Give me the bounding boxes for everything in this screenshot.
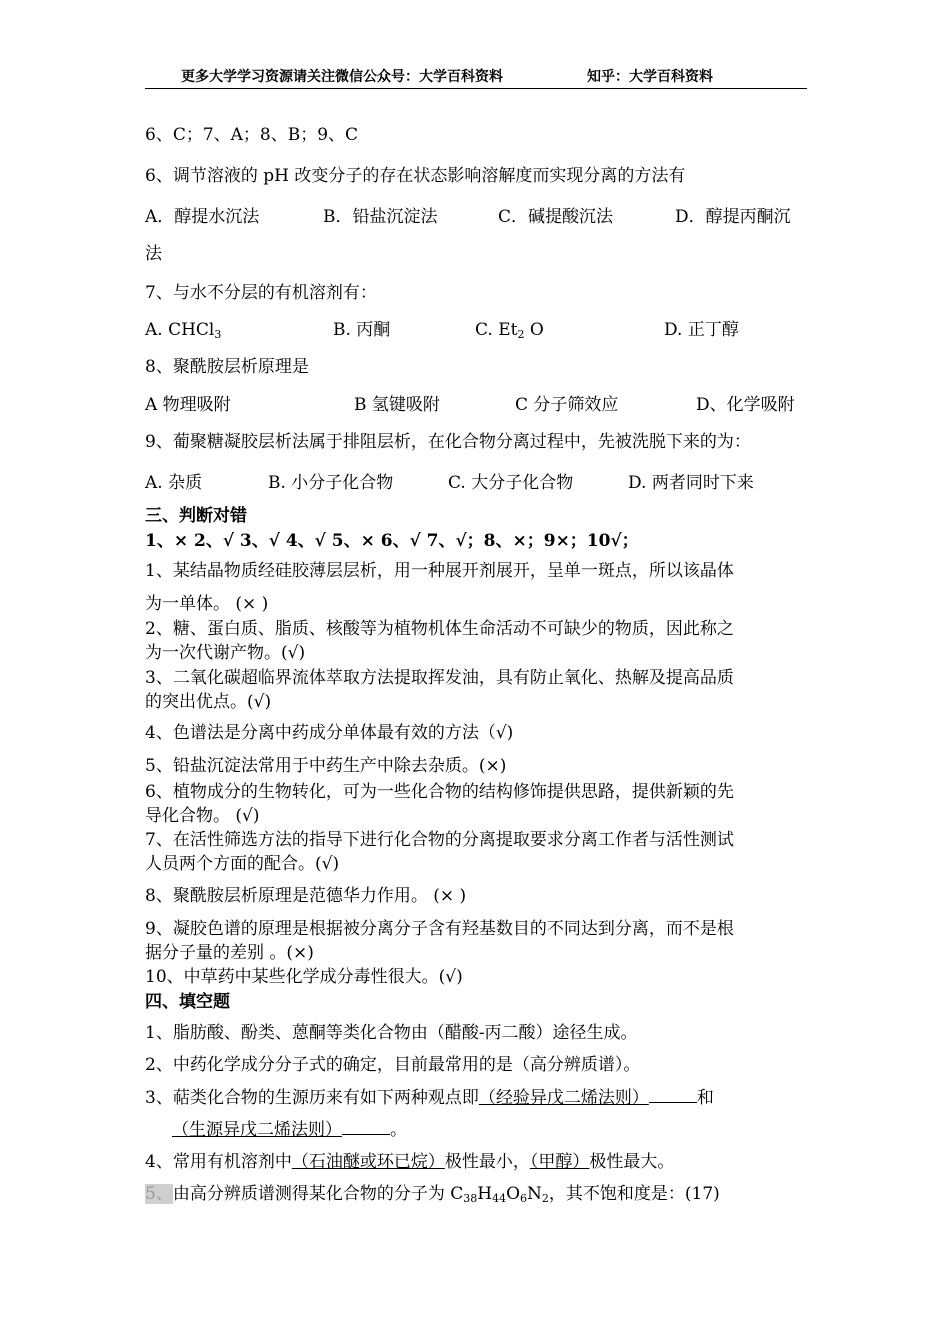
q8-options — [145, 394, 807, 416]
fill-item-3-line1: 3、萜类化合物的生源历来有如下两种观点即（经验异戊二烯法则） 和 — [145, 1088, 714, 1108]
header-right-text: 知乎：大学百科资料 — [587, 69, 713, 85]
fill-item-2: 2、中药化学成分分子式的确定，目前最常用的是（高分辨质谱）。 — [145, 1055, 641, 1075]
q8-option-b: B 氢键吸附 — [354, 395, 440, 415]
q8-option-c: C 分子筛效应 — [515, 395, 619, 415]
q9-option-b: B. 小分子化合物 — [268, 473, 394, 493]
tf-item-3-line1: 3、二氧化碳超临界流体萃取方法提取挥发油，具有防止氧化、热解及提高品质 — [145, 668, 734, 688]
fill-item-4-blank-2: （甲醇） — [529, 1152, 590, 1172]
q9-options — [145, 472, 807, 494]
tf-item-10: 10、中草药中某些化学成分毒性很大。(√) — [145, 967, 463, 987]
q7-option-c: C. $Et_2$ O — [475, 320, 544, 341]
fill-item-5: 5、由高分辨质谱测得某化合物的分子为 $C_{38}H_{44}O_6N_2$，其不饱和度是：(17) — [145, 1184, 720, 1205]
q9-stem: 9、葡聚糖凝胶层析法属于排阻层析，在化合物分离过程中，先被洗脱下来的为： — [145, 432, 751, 452]
tf-item-6-line2: 导化合物。 (√) — [145, 806, 260, 826]
tf-item-8: 8、聚酰胺层析原理是范德华力作用。 (× ) — [145, 886, 467, 906]
tf-item-2-line1: 2、糖、蛋白质、脂质、核酸等为植物机体生命活动不可缺少的物质，因此称之 — [145, 619, 734, 639]
q8-option-d: D、化学吸附 — [696, 395, 795, 415]
q9-option-d: D. 两者同时下来 — [628, 473, 754, 493]
tf-item-9-line2: 据分子量的差别 。(×) — [145, 943, 314, 963]
fill-item-4-blank-1: （石油醚或环已烷） — [291, 1152, 445, 1172]
tf-item-1-line1: 1、某结晶物质经硅胶薄层层析，用一种展开剂展开，呈单一斑点，所以该晶体 — [145, 561, 734, 581]
q9-option-a: A. 杂质 — [145, 473, 203, 493]
section3-title: 三、判断对错 — [145, 506, 247, 526]
tf-item-9-line1: 9、凝胶色谱的原理是根据被分离分子含有羟基数目的不同达到分离，而不是根 — [145, 919, 734, 939]
fill-item-5-number: 5、 — [145, 1184, 173, 1204]
section3-answers: 1、× 2、√ 3、√ 4、√ 5、× 6、√ 7、√；8、×；9×；10√； — [145, 531, 639, 551]
q6-option-c: C．碱提酸沉法 — [498, 207, 614, 227]
q6-option-a: A．醇提水沉法 — [145, 207, 260, 227]
q7-option-a: A. CHCl$_3$ — [145, 320, 222, 341]
tf-item-2-line2: 为一次代谢产物。(√) — [145, 643, 306, 663]
tf-item-1-line2: 为一单体。 (× ) — [145, 594, 269, 614]
answers-6-9: 6、C；7、A；8、B；9、C — [145, 125, 359, 145]
tf-item-3-line2: 的突出优点。(√) — [145, 692, 272, 712]
fill-item-1: 1、脂肪酸、酚类、蒽酮等类化合物由（醋酸-丙二酸）途径生成。 — [145, 1023, 638, 1043]
fill-item-3-line2: （生源异戊二烯法则） 。 — [172, 1120, 407, 1140]
q6-option-d-continued: 法 — [145, 244, 162, 264]
q6-option-d: D．醇提丙酮沉 — [675, 207, 791, 227]
page-header — [145, 64, 807, 89]
fill-item-4: 4、常用有机溶剂中（石油醚或环已烷）极性最小，（甲醇）极性最大。 — [145, 1152, 675, 1172]
q7-option-b: B. 丙酮 — [333, 320, 391, 340]
tf-item-6-line1: 6、植物成分的生物转化，可为一些化合物的结构修饰提供思路，提供新颖的先 — [145, 782, 734, 802]
tf-item-7-line2: 人员两个方面的配合。(√) — [145, 854, 340, 874]
q6-option-b: B．铅盐沉淀法 — [323, 207, 438, 227]
tf-item-5: 5、铅盐沉淀法常用于中药生产中除去杂质。(×) — [145, 756, 507, 776]
fill-item-3-blank-2: （生源异戊二烯法则） — [172, 1120, 342, 1140]
fill-item-3-blank-1: （经验异戊二烯法则） — [478, 1088, 649, 1108]
q6-stem: 6、调节溶液的 pH 改变分子的存在状态影响溶解度而实现分离的方法有 — [145, 166, 686, 186]
q8-stem: 8、聚酰胺层析原理是 — [145, 357, 309, 377]
q9-option-c: C. 大分子化合物 — [448, 473, 574, 493]
header-left-text: 更多大学学习资源请关注微信公众号：大学百科资料 — [181, 69, 503, 85]
q7-stem: 7、与水不分层的有机溶剂有： — [145, 283, 377, 303]
q8-option-a: A 物理吸附 — [145, 395, 231, 415]
tf-item-7-line1: 7、在活性筛选方法的指导下进行化合物的分离提取要求分离工作者与活性测试 — [145, 830, 734, 850]
section4-title: 四、填空题 — [145, 992, 230, 1012]
q7-options — [145, 319, 807, 341]
tf-item-4: 4、色谱法是分离中药成分单体最有效的方法（√) — [145, 723, 514, 743]
q6-options — [145, 206, 807, 228]
q7-option-d: D. 正丁醇 — [664, 320, 739, 340]
